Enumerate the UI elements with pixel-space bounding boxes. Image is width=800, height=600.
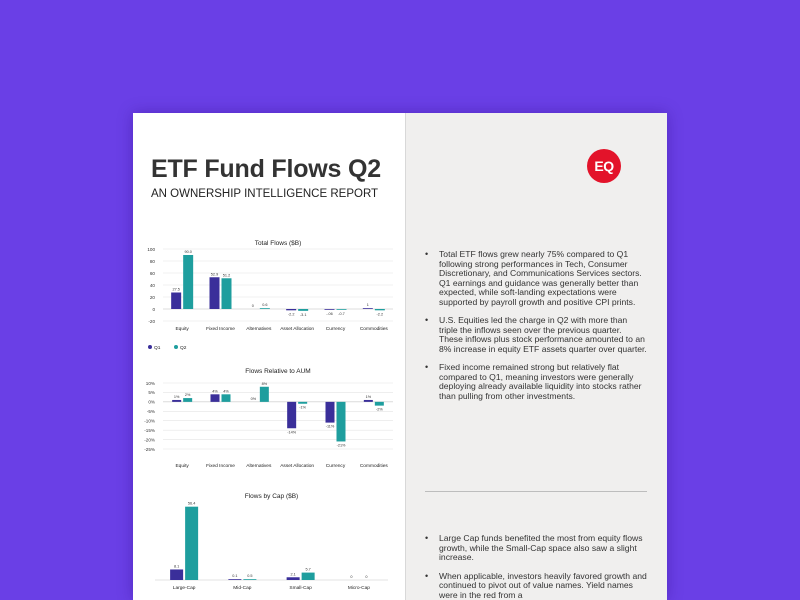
data-label: -.06	[326, 311, 333, 316]
page-title: ETF Fund Flows Q2	[151, 155, 381, 183]
data-label: -2.2	[376, 312, 384, 317]
q1-bar	[211, 394, 220, 402]
y-tick-label: -20%	[144, 437, 155, 443]
q2-bar	[183, 255, 193, 309]
data-label: 4%	[212, 389, 218, 394]
q2-bar	[260, 387, 269, 402]
q2-bar	[302, 573, 315, 580]
data-label: 0%	[250, 396, 257, 401]
data-label: 5.7	[305, 567, 311, 572]
category-label: Micro-Cap	[347, 586, 370, 591]
legend-marker-q2	[174, 345, 178, 349]
data-label: -21%	[336, 443, 346, 448]
chart-title: Total Flows ($B)	[254, 240, 302, 247]
flows-by-cap-chart	[133, 488, 405, 600]
legend-label: Q2	[180, 345, 187, 351]
data-label: 2.1	[290, 572, 296, 577]
data-label: 8.1	[173, 564, 180, 569]
bullet-item: • When applicable, investors heavily favored growth and continued to pivot out of value names. Yield names were in the red from a	[425, 572, 647, 600]
data-label: 90.0	[184, 250, 192, 254]
data-label: 52.9	[210, 272, 219, 277]
q2-bar	[183, 398, 192, 402]
category-label: Currency	[325, 464, 346, 469]
bullet-list-bottom	[425, 534, 647, 600]
category-label: Alternatives	[246, 464, 272, 469]
category-label: Fixed Income	[206, 327, 235, 332]
category-label: Asset Allocation	[280, 464, 315, 469]
q1-bar	[325, 309, 335, 310]
bullet-item: • Fixed income remained strong but relatively flat compared to Q1, meaning investors were generally deploying already available liquidity into stocks rather than pulling from other investments.	[425, 363, 647, 401]
y-tick-label: 0%	[148, 399, 155, 405]
y-tick-label: -10%	[144, 418, 155, 424]
y-tick-label: 80	[149, 258, 155, 264]
data-label: 1	[366, 303, 369, 308]
q1-bar	[364, 400, 373, 402]
q2-bar	[185, 507, 198, 580]
data-label: -0.7	[338, 311, 345, 316]
category-label: Mid-Cap	[233, 586, 252, 591]
category-label: Fixed Income	[206, 464, 235, 469]
q2-bar	[337, 309, 347, 310]
y-tick-label: 20	[149, 294, 155, 300]
y-tick-label: 0	[152, 306, 155, 312]
data-label: 56.4	[187, 501, 196, 506]
q1-bar	[170, 569, 183, 580]
data-label: 0	[251, 304, 254, 308]
y-tick-label: -15%	[144, 427, 155, 433]
q1-bar	[172, 400, 181, 402]
category-label: Alternatives	[246, 327, 272, 332]
q1-bar	[228, 579, 241, 580]
data-label: 51.2	[222, 273, 231, 278]
category-label: Asset Allocation	[280, 327, 315, 332]
q2-bar	[260, 308, 270, 309]
data-label: 27.5	[172, 287, 180, 292]
page-subtitle: AN OWNERSHIP INTELLIGENCE REPORT	[151, 188, 379, 200]
data-label: 0.5	[247, 574, 253, 579]
bullet-list-top	[425, 250, 647, 410]
data-label: 2%	[184, 393, 191, 398]
data-label: -2%	[375, 407, 383, 412]
chart-title: Flows by Cap ($B)	[244, 493, 299, 500]
left-panel	[133, 113, 405, 600]
q1-bar	[287, 402, 296, 428]
q1-bar	[210, 277, 220, 309]
data-label: 0	[350, 575, 353, 579]
legend-marker-q1	[148, 345, 152, 349]
q2-bar	[298, 309, 308, 311]
q1-bar	[287, 577, 300, 580]
y-tick-label: -5%	[146, 409, 155, 415]
category-label: Equity	[175, 327, 189, 332]
bullet-item: • Large Cap funds benefited the most from equity flows growth, while the Small-Cap space also saw a slight increase.	[425, 534, 647, 563]
category-label: Commodities	[359, 464, 388, 469]
q2-bar	[298, 402, 307, 404]
y-tick-label: 5%	[148, 390, 155, 396]
y-tick-label: 100	[147, 246, 155, 252]
q2-bar	[222, 278, 232, 309]
category-label: Commodities	[359, 327, 388, 332]
report-page	[133, 113, 667, 600]
data-label: 0	[365, 575, 368, 579]
eq-logo: EQ	[587, 149, 621, 183]
category-label: Equity	[175, 464, 189, 469]
y-tick-label: -25%	[144, 446, 155, 452]
data-label: 1%	[173, 394, 180, 399]
q2-bar	[375, 402, 384, 406]
y-tick-label: 40	[149, 282, 155, 288]
total-flows-chart	[133, 235, 405, 360]
data-label: 1%	[365, 394, 372, 399]
data-label: -2.2	[287, 312, 295, 317]
category-label: Large-Cap	[172, 586, 196, 591]
y-tick-label: 60	[149, 270, 155, 276]
q1-bar	[171, 293, 181, 310]
bullet-item: • Total ETF flows grew nearly 75% compared to Q1 following strong performances in Tech, Consumer Discretionary, and Communications Services sectors. Q1 earnings and guidance was generally better than expected, while soft-landing expectations were supported by payroll growth and positive CPI prints.	[425, 250, 647, 307]
q2-bar	[243, 579, 256, 580]
data-label: -14%	[287, 430, 297, 435]
data-label: -11%	[325, 424, 335, 429]
q1-bar	[286, 309, 296, 310]
data-label: 4%	[223, 389, 229, 394]
y-tick-label: -20	[148, 318, 155, 324]
category-label: Small-Cap	[289, 586, 312, 591]
data-label: -1%	[299, 405, 307, 410]
flows-relative-aum-chart	[133, 363, 405, 478]
section-divider	[425, 491, 647, 492]
category-label: Currency	[325, 327, 346, 332]
chart-title: Flows Relative to AUM	[245, 368, 311, 375]
q2-bar	[375, 309, 385, 310]
q1-bar	[363, 308, 373, 309]
y-tick-label: 10%	[145, 380, 155, 386]
legend-label: Q1	[154, 345, 161, 351]
q2-bar	[222, 394, 231, 402]
data-label: 0.1	[232, 574, 238, 579]
bullet-item: • U.S. Equities led the charge in Q2 with more than triple the inflows seen over the previous quarter. These inflows plus stock performance amounted to an 8% increase in equity ETF assets quarter over quarter.	[425, 316, 647, 354]
q1-bar	[326, 402, 335, 423]
data-label: 0.6	[262, 303, 268, 308]
data-label: -3.1	[299, 312, 307, 317]
q2-bar	[337, 402, 346, 442]
data-label: 8%	[261, 381, 268, 386]
